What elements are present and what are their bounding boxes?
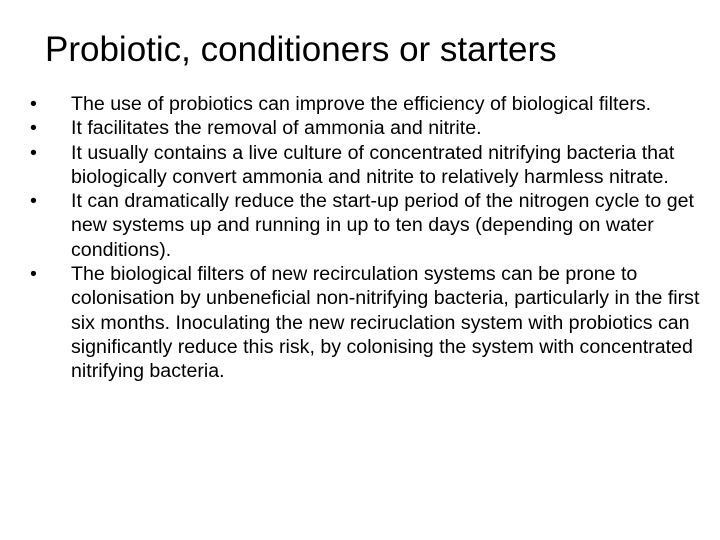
bullet-item bbox=[27, 189, 707, 262]
bullet-list bbox=[27, 92, 707, 384]
bullet-dot-icon: • bbox=[30, 263, 37, 286]
bullet-dot-icon: • bbox=[30, 141, 37, 164]
bullet-dot-icon: • bbox=[30, 190, 37, 213]
bullet-item bbox=[27, 92, 707, 116]
bullet-text: The biological filters of new recirculation systems can be prone to colonisation by unbeneficial non-nitrifying bacteria, particularly in the first six months. Inoculating the new reciruclation system with probiotics can significantly reduce this risk, by colonising the system with concentrated nitrifying bacteria. bbox=[71, 263, 700, 383]
bullet-text: It usually contains a live culture of concentrated nitrifying bacteria that biologically convert ammonia and nitrite to relatively harmless nitrate. bbox=[71, 141, 675, 188]
bullet-text: It facilitates the removal of ammonia and nitrite. bbox=[71, 117, 482, 140]
bullet-text: It can dramatically reduce the start-up period of the nitrogen cycle to get new systems up and running in up to ten days (depending on water conditions). bbox=[71, 190, 694, 261]
bullet-dot-icon: • bbox=[30, 93, 37, 115]
bullet-text: The use of probiotics can improve the efficiency of biological filters. bbox=[71, 93, 652, 115]
bullet-dot-icon: • bbox=[30, 117, 37, 140]
slide-title: Probiotic, conditioners or starters bbox=[45, 30, 557, 69]
bullet-item bbox=[27, 141, 707, 190]
bullet-item bbox=[27, 262, 707, 383]
bullet-item bbox=[27, 116, 707, 140]
